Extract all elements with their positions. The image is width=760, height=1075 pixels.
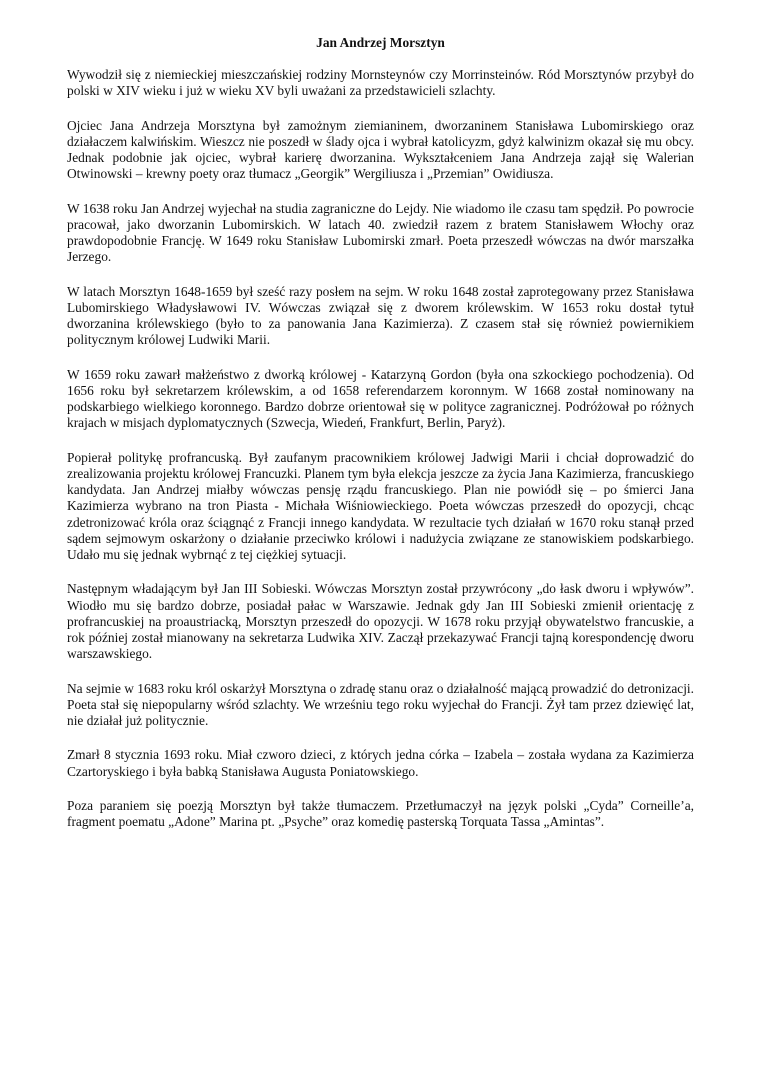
paragraph-pro-french-policy: Popierał politykę profrancuską. Był zaufanym pracownikiem królowej Jadwigi Marii i chciał doprowadzić do zrealizowania projektu królowej Francuzki. Planem tym była elekcja jeszcze za życia Jana Kazimierza, francuskiego kandydata. Jan Andrzej miałby wówczas pensję rządu francuskiego. Plan nie powiódł się – po śmierci Jana Kazimierza wybrano na tron Piasta - Michała Wiśniowieckiego. Poeta wówczas przeszedł do opozycji, chcąc zdetronizować króla oraz ściągnąć z Francji innego kandydata. W rezultacie tych działań w 1670 roku stanął przed sądem sejmowym oskarżony o działanie przeciwko królowi i nadużycia związane ze stanowiskiem podskarbiego. Udało mu się jednak wybrnąć z tej ciężkiej sytuacji. bbox=[67, 449, 694, 562]
paragraph-sejm-career: W latach Morsztyn 1648-1659 był sześć razy posłem na sejm. W roku 1648 został zaprotegowany przez Stanisława Lubomirskiego Władysławowi IV. Wówczas związał się z dworem królewskim. W 1653 roku dostał tytuł dworzanina królewskiego (było to za panowania Jana Kazimierza). Z czasem stał się również powiernikiem politycznym królowej Ludwiki Marii. bbox=[67, 283, 694, 348]
paragraph-sobieski-era: Następnym władającym był Jan III Sobieski. Wówczas Morsztyn został przywrócony „do łask dworu i wpływów”. Wiodło mu się bardzo dobrze, posiadał pałac w Warszawie. Jednak gdy Jan III Sobieski zmienił orientację z profrancuskiej na proaustriacką, Morsztyn przeszedł do opozycji. W 1678 roku przyjął obywatelstwo francuskie, a rok później został mianowany na sekretarza Ludwika XIV. Zaczął przekazywać Francji tajną korespondencję dworu warszawskiego. bbox=[67, 581, 694, 662]
paragraph-translations: Poza paraniem się poezją Morsztyn był także tłumaczem. Przetłumaczył na język polski „Cyda” Corneille’a, fragment poematu „Adone” Marina pt. „Psyche” oraz komedię pasterską Torquata Tassa „Amintas”. bbox=[67, 797, 694, 829]
paragraph-death-family: Zmarł 8 stycznia 1693 roku. Miał czworo dzieci, z których jedna córka – Izabela – została wydana za Kazimierza Czartoryskiego i była babką Stanisława Augusta Poniatowskiego. bbox=[67, 747, 694, 779]
paragraph-treason-charge: Na sejmie w 1683 roku król oskarżył Morsztyna o zdradę stanu oraz o działalność mającą prowadzić do detronizacji. Poeta stał się niepopularny wśród szlachty. We wrześniu tego roku wyjechał do Francji. Żył tam przez dziewięć lat, nie działał już politycznie. bbox=[67, 680, 694, 728]
page-title: Jan Andrzej Morsztyn bbox=[316, 35, 445, 50]
paragraph-studies-travel: W 1638 roku Jan Andrzej wyjechał na studia zagraniczne do Lejdy. Nie wiadomo ile czasu tam spędził. Po powrocie pracował, jako dworzanin Lubomirskich. W latach 40. zwiedził razem z bratem Stanisławem Włochy oraz prawdopodobnie Francję. W 1649 roku Stanisław Lubomirski zmarł. Poeta przeszedł wówczas na dwór marszałka Jerzego. bbox=[67, 200, 694, 265]
paragraph-origin: Wywodził się z niemieckiej mieszczańskiej rodziny Mornsteynów czy Morrinsteinów. Ród Morsztynów przybył do polski w XIV wieku i już w wieku XV byli uważani za przedstawicieli szlachty. bbox=[67, 67, 694, 99]
paragraph-marriage-offices: W 1659 roku zawarł małżeństwo z dworką królowej - Katarzyną Gordon (była ona szkockiego pochodzenia). Od 1656 roku był sekretarzem królewskim, a od 1658 referendarzem koronnym. W 1668 został nominowany na podskarbiego wielkiego koronnego. Bardzo dobrze orientował się w polityce zagranicznej. Podróżował po różnych krajach w misjach dyplomatycznych (Szwecja, Wiedeń, Frankfurt, Berlin, Paryż). bbox=[67, 366, 694, 431]
paragraph-father-education: Ojciec Jana Andrzeja Morsztyna był zamożnym ziemianinem, dworzaninem Stanisława Lubomirskiego oraz działaczem kalwińskim. Wieszcz nie poszedł w ślady ojca i wybrał katolicyzm, gdyż kalwinizm okazał się mu obcy. Jednak podobnie jak ojciec, wybrał karierę dworzanina. Wykształceniem Jana Andrzeja zajął się Walerian Otwinowski – krewny poety oraz tłumacz „Georgik” Wergiliusza i „Przemian” Owidiusza. bbox=[67, 117, 694, 182]
